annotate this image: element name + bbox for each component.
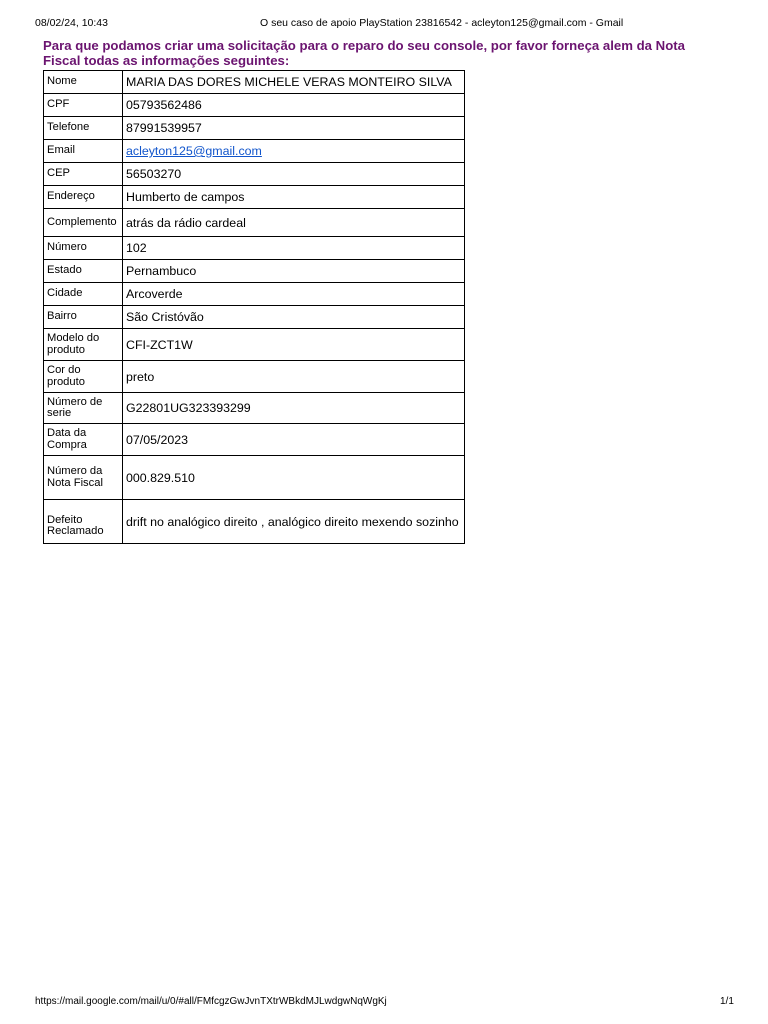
row-label: Número <box>44 237 123 260</box>
row-value: drift no analógico direito , analógico direito mexendo sozinho <box>123 500 465 544</box>
table-row <box>44 500 465 544</box>
table-row <box>44 186 465 209</box>
row-value: preto <box>123 361 465 393</box>
row-label: CPF <box>44 94 123 117</box>
row-value: 56503270 <box>123 163 465 186</box>
print-url: https://mail.google.com/mail/u/0/#all/FMfcgzGwJvnTXtrWBkdMJLwdgwNqWgKj <box>35 996 387 1007</box>
row-value: Pernambuco <box>123 260 465 283</box>
row-label: Bairro <box>44 306 123 329</box>
row-label: Telefone <box>44 117 123 140</box>
print-datetime: 08/02/24, 10:43 <box>35 17 108 29</box>
row-value: São Cristóvão <box>123 306 465 329</box>
row-value: atrás da rádio cardeal <box>123 209 465 237</box>
row-label: Cor do produto <box>44 361 123 393</box>
table-row <box>44 283 465 306</box>
table-row <box>44 329 465 361</box>
row-value: Arcoverde <box>123 283 465 306</box>
page-number: 1/1 <box>720 996 734 1007</box>
row-label: Número de serie <box>44 393 123 424</box>
row-value: 102 <box>123 237 465 260</box>
table-row <box>44 424 465 456</box>
table-row <box>44 71 465 94</box>
row-value: MARIA DAS DORES MICHELE VERAS MONTEIRO SILVA <box>123 71 465 94</box>
row-label: Modelo do produto <box>44 329 123 361</box>
table-row <box>44 361 465 393</box>
table-row <box>44 94 465 117</box>
table-row <box>44 140 465 163</box>
row-label: Estado <box>44 260 123 283</box>
row-label: Número da Nota Fiscal <box>44 456 123 500</box>
print-title: O seu caso de apoio PlayStation 23816542 - acleyton125@gmail.com - Gmail <box>260 17 624 29</box>
row-label: Defeito Reclamado <box>44 500 123 544</box>
print-header <box>0 17 768 31</box>
row-value: 000.829.510 <box>123 456 465 500</box>
table-row <box>44 163 465 186</box>
email-link[interactable]: acleyton125@gmail.com <box>126 144 262 158</box>
table-row <box>44 117 465 140</box>
row-label: Endereço <box>44 186 123 209</box>
row-label: Cidade <box>44 283 123 306</box>
row-value: G22801UG323393299 <box>123 393 465 424</box>
row-value: CFI-ZCT1W <box>123 329 465 361</box>
table-row <box>44 393 465 424</box>
row-value: 05793562486 <box>123 94 465 117</box>
table-row <box>44 209 465 237</box>
row-label: CEP <box>44 163 123 186</box>
table-row <box>44 237 465 260</box>
row-value: 07/05/2023 <box>123 424 465 456</box>
row-label: Data da Compra <box>44 424 123 456</box>
table-row <box>44 260 465 283</box>
table-row <box>44 306 465 329</box>
row-value: Humberto de campos <box>123 186 465 209</box>
row-label: Complemento <box>44 209 123 237</box>
table-row <box>44 456 465 500</box>
row-label: Email <box>44 140 123 163</box>
intro-text: Para que podamos criar uma solicitação para o reparo do seu console, por favor forneça alem da Nota Fiscal todas as informações seguintes: <box>43 38 685 68</box>
row-value: 87991539957 <box>123 117 465 140</box>
row-label: Nome <box>44 71 123 94</box>
request-form-table <box>43 70 465 544</box>
